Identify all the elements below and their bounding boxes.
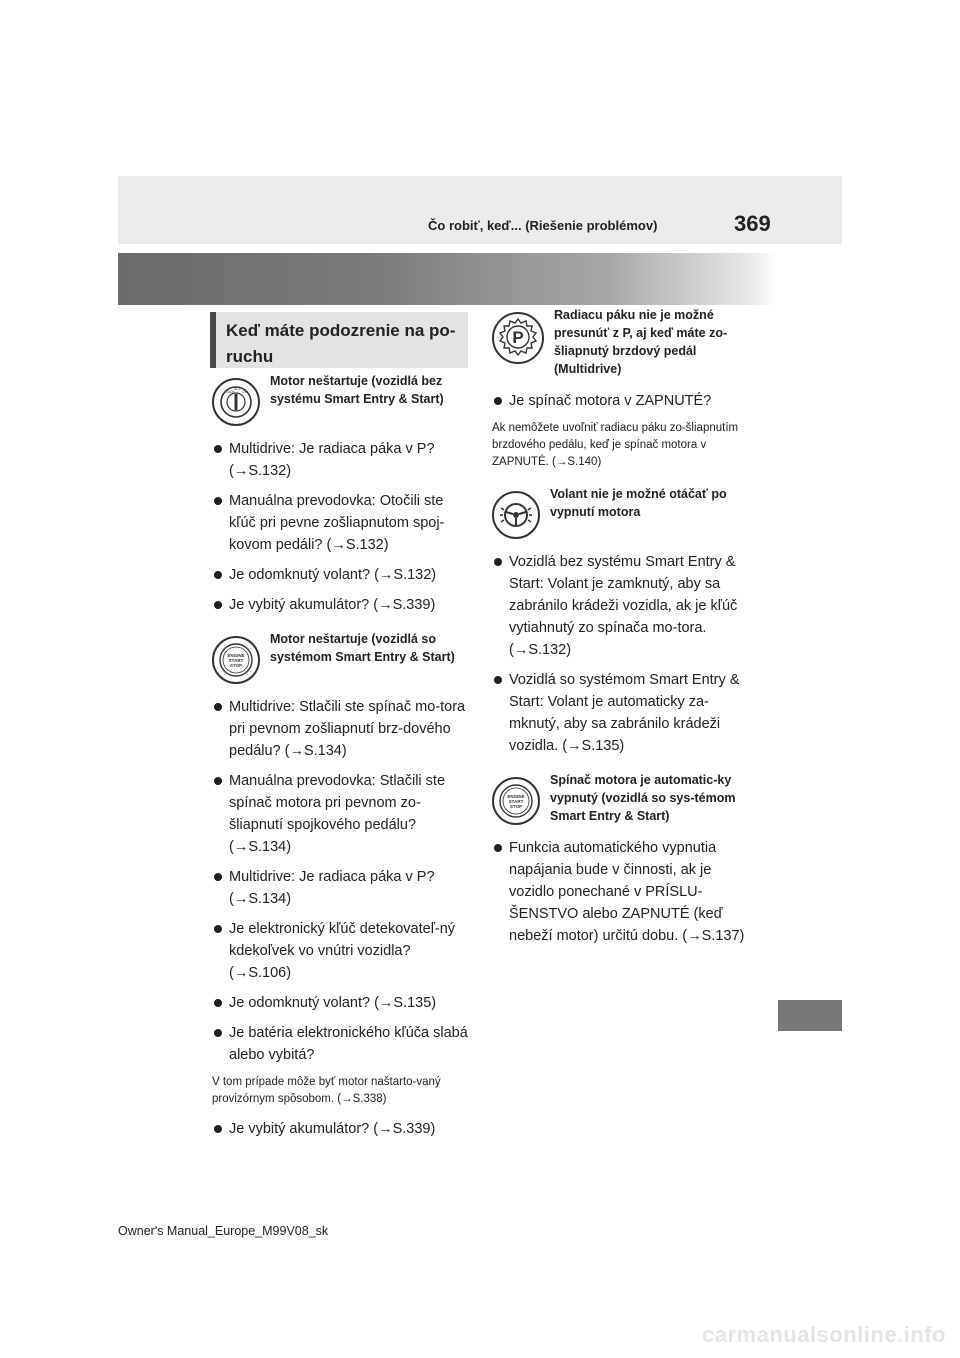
icon-block-no-start-key (212, 372, 474, 426)
icon-caption: Motor neštartuje (vozidlá so systémom Smart Entry & Start) (270, 632, 455, 664)
ignition-key-cylinder-icon (212, 378, 260, 426)
icon-caption: Motor neštartuje (vozidlá bez systému Smart Entry & Start) (270, 374, 444, 406)
list-item: Vozidlá so systémom Smart Entry & Start: Volant je automaticky za-mknutý, aby sa zabránilo krádeži vozidla. (→S.135) (492, 669, 758, 757)
icon-block-auto-off (492, 771, 758, 825)
page-number: 369 (734, 211, 771, 236)
icon-text-stop: STOP (229, 663, 243, 668)
chapter-side-tab (778, 1000, 842, 1031)
icon-text-start: START (228, 658, 244, 663)
steering-lock-icon (492, 491, 540, 539)
icon-text-start: START (508, 799, 524, 804)
list-item: Manuálna prevodovka: Stlačili ste spínač motora pri pevnom zo-šliapnutí spojkového pedálu? (→S.134) (212, 770, 474, 858)
icon-caption: Radiacu páku nie je možné presunúť z P, aj keď máte zo-šliapnutý brzdový pedál (Multidrive) (554, 308, 728, 376)
list-item: Je vybitý akumulátor? (→S.339) (212, 594, 474, 616)
list-item: Vozidlá bez systému Smart Entry & Start: Volant je zamknutý, aby sa zabránilo krádeži vozidla, ak je kľúč vytiahnutý zo spínača mo-tora. (→S.132) (492, 551, 758, 661)
list-item: Multidrive: Je radiaca páka v P? (→S.134) (212, 866, 474, 910)
note-text: Ak nemôžete uvoľniť radiacu páku zo-šliapnutím brzdového pedálu, keď je spínač motora v ZAPNUTÉ. (→S.140) (492, 422, 739, 468)
engine-start-stop-button-icon (212, 636, 260, 684)
list-item: Multidrive: Je radiaca páka v P? (→S.132) (212, 438, 474, 482)
icon-block-shift-lever (492, 306, 758, 378)
list-item: Funkcia automatického vypnutia napájania bude v činnosti, ak je vozidlo ponechané v PRÍSLU-ŠENSTVO alebo ZAPNUTÉ (keď nebeží motor) určitú dobu. (→S.137) (492, 837, 758, 947)
park-letter: P (512, 328, 524, 347)
list-item: Je spínač motora v ZAPNUTÉ? (492, 390, 758, 412)
icon-caption: Spínač motora je automatic-ky vypnutý (vozidlá so sys-témom Smart Entry & Start) (550, 773, 736, 823)
note-text: V tom prípade môže byť motor naštarto-vaný provizórnym spôsobom. (→S.338) (212, 1076, 441, 1105)
right-column (492, 306, 758, 955)
list-item: Je odomknutý volant? (→S.132) (212, 564, 474, 586)
list-item: Je batéria elektronického kľúča slabá alebo vybitá? (212, 1022, 474, 1066)
left-column (212, 372, 474, 1148)
icon-block-no-start-smart (212, 630, 474, 684)
section-gradient-bar (118, 253, 778, 305)
watermark: carmanualsonline.info (702, 1322, 946, 1347)
icon-block-steering-lock (492, 485, 758, 539)
svg-text:ACC: ACC (234, 387, 242, 391)
list-item: Je odomknutý volant? (→S.135) (212, 992, 474, 1014)
list-item: Je elektronický kľúč detekovateľ-ný kdekoľvek vo vnútri vozidla? (→S.106) (212, 918, 474, 984)
list-item: Multidrive: Stlačili ste spínač mo-tora pri pevnom zošliapnutí brz-dového pedálu? (→S.134) (212, 696, 474, 762)
icon-caption: Volant nie je možné otáčať po vypnutí motora (550, 487, 727, 519)
section-heading: Keď máte podozrenie na po-ruchu (210, 312, 468, 368)
list-item: Je vybitý akumulátor? (→S.339) (212, 1118, 474, 1140)
icon-text-engine: ENGINE (507, 794, 525, 799)
svg-text:ON: ON (242, 390, 248, 394)
icon-text-engine: ENGINE (227, 653, 245, 658)
svg-text:LOCK: LOCK (225, 390, 235, 394)
engine-start-stop-button-icon (492, 777, 540, 825)
park-gear-icon (492, 312, 544, 364)
footer-manual-id: Owner's Manual_Europe_M99V08_sk (118, 1224, 329, 1238)
icon-text-stop: STOP (509, 804, 523, 809)
list-item: Manuálna prevodovka: Otočili ste kľúč pri pevne zošliapnutom spoj-kovom pedáli? (→S.132) (212, 490, 474, 556)
header-title: Čo robiť, keď... (Riešenie problémov) (428, 218, 658, 233)
